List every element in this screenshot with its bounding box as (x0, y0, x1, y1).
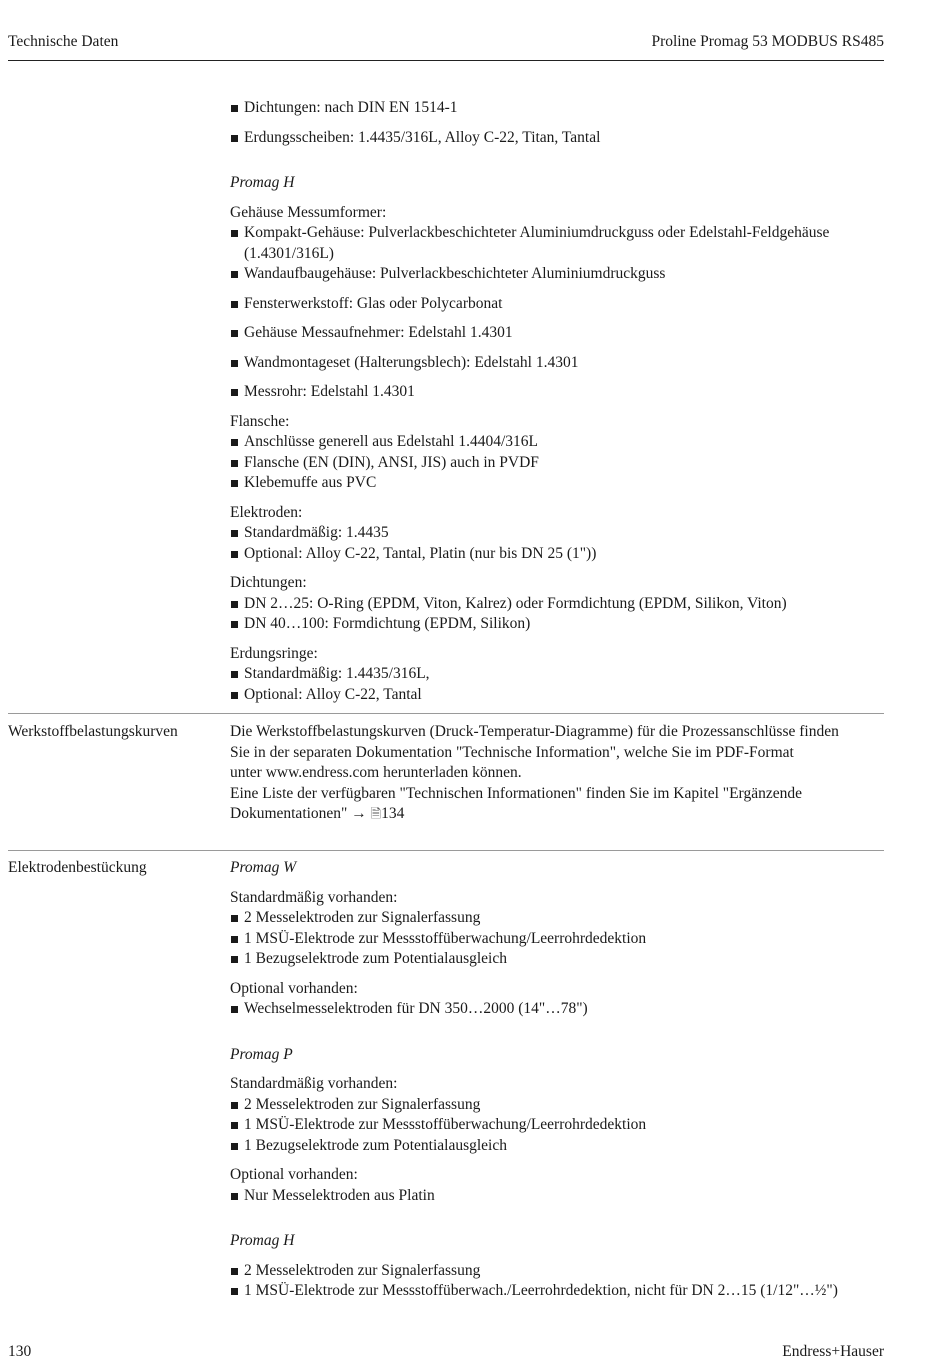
section-label-electrodes: Elektrodenbestückung (8, 859, 147, 876)
list-item: 1 MSÜ-Elektrode zur Messstoffüberwachung/Leerrohrdedektion (230, 1115, 890, 1136)
flanges-heading: Flansche: (230, 412, 290, 430)
list-item: Anschlüsse generell aus Edelstahl 1.4404/316L (230, 432, 890, 453)
paragraph-line: Sie in der separaten Dokumentation "Technische Information", welche Sie im PDF-Format (230, 743, 794, 761)
seals-heading: Dichtungen: (230, 574, 307, 591)
brand-name: Endress+Hauser (782, 1343, 884, 1360)
list-item: Flansche (EN (DIN), ANSI, JIS) auch in PVDF (230, 453, 890, 474)
list-item: 1 MSÜ-Elektrode zur Messstoffüberwachung/Leerrohrdedektion (230, 929, 890, 950)
list-item: 2 Messelektroden zur Signalerfassung (230, 908, 890, 929)
list-item: Wandaufbaugehäuse: Pulverlackbeschichteter Aluminiumdruckguss (230, 264, 890, 285)
standard-heading: Standardmäßig vorhanden: (230, 1075, 398, 1092)
list-item: 1 MSÜ-Elektrode zur Messstoffüberwach./Leerrohrdedektion, nicht für DN 2…15 (1/12"…½") (230, 1281, 890, 1302)
list-item: 1 Bezugselektrode zum Potentialausgleich (230, 1136, 890, 1157)
list-item: Standardmäßig: 1.4435/316L, (230, 664, 890, 685)
section-divider (8, 713, 884, 714)
promag-w-title: Promag W (230, 859, 297, 876)
promag-h-title: Promag H (230, 174, 295, 191)
paragraph-line (230, 804, 890, 826)
grounding-rings-heading: Erdungsringe: (230, 644, 318, 662)
electrodes-section (230, 858, 890, 1302)
electrodes-heading: Elektroden: (230, 503, 303, 521)
paragraph-line: Eine Liste der verfügbaren "Technischen Informationen" finden Sie im Kapitel "Ergänzende (230, 784, 802, 802)
list-item: Klebemuffe aus PVC (230, 473, 890, 494)
running-header-section: Technische Daten (8, 33, 119, 50)
list-item: Fensterwerkstoff: Glas oder Polycarbonat (230, 294, 890, 315)
load-curves-text (230, 722, 890, 826)
promag-h-title: Promag H (230, 1232, 295, 1249)
list-item: 2 Messelektroden zur Signalerfassung (230, 1261, 890, 1282)
standard-heading: Standardmäßig vorhanden: (230, 888, 398, 906)
list-item: Optional: Alloy C-22, Tantal, Platin (nur bis DN 25 (1")) (230, 544, 890, 565)
paragraph-line: unter www.endress.com herunterladen können. (230, 764, 522, 781)
list-item: Nur Messelektroden aus Platin (230, 1186, 890, 1207)
promag-p-title: Promag P (230, 1045, 293, 1063)
paragraph-text: Dokumentationen" → (230, 805, 367, 822)
list-item: Wechselmesselektroden für DN 350…2000 (14"…78") (230, 999, 890, 1020)
list-item: DN 2…25: O-Ring (EPDM, Viton, Kalrez) oder Formdichtung (EPDM, Silikon, Viton) (230, 594, 890, 615)
list-item: 2 Messelektroden zur Signalerfassung (230, 1095, 890, 1116)
section-label-load-curves: Werkstoffbelastungskurven (8, 723, 178, 740)
section-divider (8, 850, 884, 851)
list-item-text: (1.4301/316L) (244, 244, 334, 262)
list-item (230, 223, 890, 264)
optional-heading: Optional vorhanden: (230, 1166, 358, 1183)
list-item-text: Kompakt-Gehäuse: Pulverlackbeschichteter Aluminiumdruckguss oder Edelstahl-Feldgehäuse (244, 224, 830, 241)
page-reference-link[interactable]: 134 (381, 805, 405, 822)
housing-heading: Gehäuse Messumformer: (230, 203, 387, 221)
list-item: Erdungsscheiben: 1.4435/316L, Alloy C-22, Titan, Tantal (230, 128, 890, 149)
header-rule (8, 60, 884, 61)
page-number: 130 (8, 1343, 32, 1360)
list-item: Dichtungen: nach DIN EN 1514-1 (230, 98, 890, 119)
materials-section (230, 98, 890, 705)
paragraph-line: Die Werkstoffbelastungskurven (Druck-Temperatur-Diagramme) für die Prozessanschlüsse finden (230, 723, 839, 740)
list-item: Messrohr: Edelstahl 1.4301 (230, 382, 890, 403)
list-item: Standardmäßig: 1.4435 (230, 523, 890, 544)
list-item: 1 Bezugselektrode zum Potentialausgleich (230, 949, 890, 970)
running-header-product: Proline Promag 53 MODBUS RS485 (651, 33, 884, 50)
page-reference-icon: 🗎 (370, 807, 382, 822)
list-item: DN 40…100: Formdichtung (EPDM, Silikon) (230, 614, 890, 635)
list-item: Wandmontageset (Halterungsblech): Edelstahl 1.4301 (230, 353, 890, 374)
list-item: Optional: Alloy C-22, Tantal (230, 685, 890, 706)
optional-heading: Optional vorhanden: (230, 979, 358, 997)
list-item: Gehäuse Messaufnehmer: Edelstahl 1.4301 (230, 323, 890, 344)
